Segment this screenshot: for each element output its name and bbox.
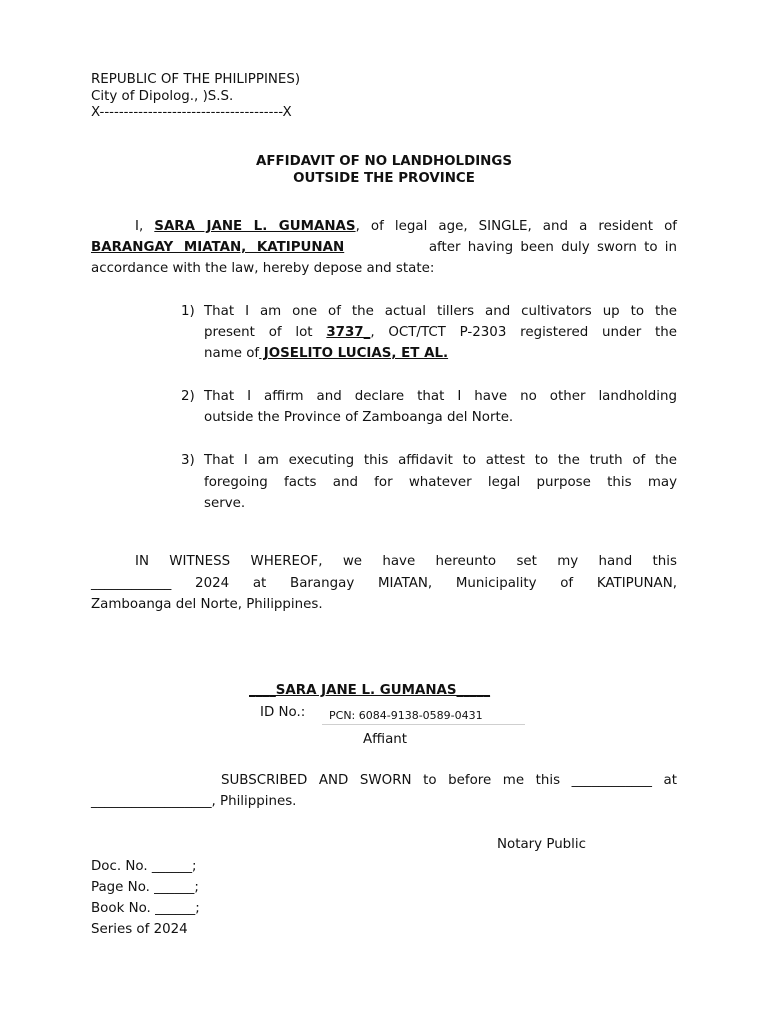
intro-line-2 — [91, 238, 677, 258]
witness-line-3: Zamboanga del Norte, Philippines. — [91, 597, 323, 612]
item3-line2: foregoing facts and for whatever legal purpose this may — [204, 475, 677, 490]
header-city: City of Dipolog., )S.S. — [91, 89, 234, 104]
lot-number: 3737_ — [326, 325, 371, 340]
document-title-line2: OUTSIDE THE PROVINCE — [293, 171, 475, 186]
resident-address: BARANGAY MIATAN, KATIPUNAN — [91, 240, 345, 255]
item-number: 1) — [181, 304, 195, 319]
intro-line-3: accordance with the law, hereby depose and state: — [91, 261, 435, 276]
item1-line3 — [204, 344, 677, 364]
book-number: Book No. ______; — [91, 901, 200, 916]
notary-public-label: Notary Public — [497, 837, 586, 852]
item1-line1: That I am one of the actual tillers and cultivators up to the — [204, 304, 677, 319]
item-number: 3) — [181, 453, 195, 468]
item-text: present of lot — [204, 325, 327, 340]
item-number: 2) — [181, 389, 195, 404]
registered-owner: JOSELITO LUCIAS, ET AL. — [259, 346, 449, 361]
signature-name — [249, 681, 490, 701]
affiant-label: Affiant — [363, 732, 408, 747]
doc-number: Doc. No. ______; — [91, 859, 197, 874]
item-text: , OCT/TCT P-2303 registered under the — [370, 325, 677, 340]
witness-line-1: IN WITNESS WHEREOF, we have hereunto set my hand this — [135, 554, 677, 569]
item2-line1: That I affirm and declare that I have no other landholding — [204, 389, 677, 404]
item2-line2: outside the Province of Zamboanga del Norte. — [204, 410, 514, 425]
header-republic: REPUBLIC OF THE PHILIPPINES) — [91, 72, 301, 87]
item-text: name of — [204, 346, 260, 361]
header-separator: X--------------------------------------X — [91, 105, 292, 120]
witness-line-2: ____________ 2024 at Barangay MIATAN, Municipality of KATIPUNAN, — [91, 576, 677, 591]
intro-line-1 — [135, 217, 677, 237]
page-number: Page No. ______; — [91, 880, 199, 895]
jurat-line-2: __________________, Philippines. — [91, 794, 297, 809]
jurat-line-1: SUBSCRIBED AND SWORN to before me this ____________ at — [221, 773, 677, 788]
item3-line1: That I am executing this affidavit to attest to the truth of the — [204, 453, 677, 468]
id-label: ID No.: — [260, 705, 306, 720]
document-title-line1: AFFIDAVIT OF NO LANDHOLDINGS — [255, 154, 513, 169]
series-year: Series of 2024 — [91, 922, 188, 937]
item1-line2 — [204, 323, 677, 343]
signature-name-text: ____SARA JANE L. GUMANAS_____ — [249, 683, 491, 698]
intro-text: I, — [135, 219, 155, 234]
affiant-name: SARA JANE L. GUMANAS — [154, 219, 356, 234]
intro-text: , of legal age, SINGLE, and a resident of — [355, 219, 677, 234]
item3-line3: serve. — [204, 496, 246, 511]
intro-text: after having been duly sworn to in — [428, 240, 677, 255]
id-value: PCN: 6084-9138-0589-0431 — [322, 708, 525, 725]
